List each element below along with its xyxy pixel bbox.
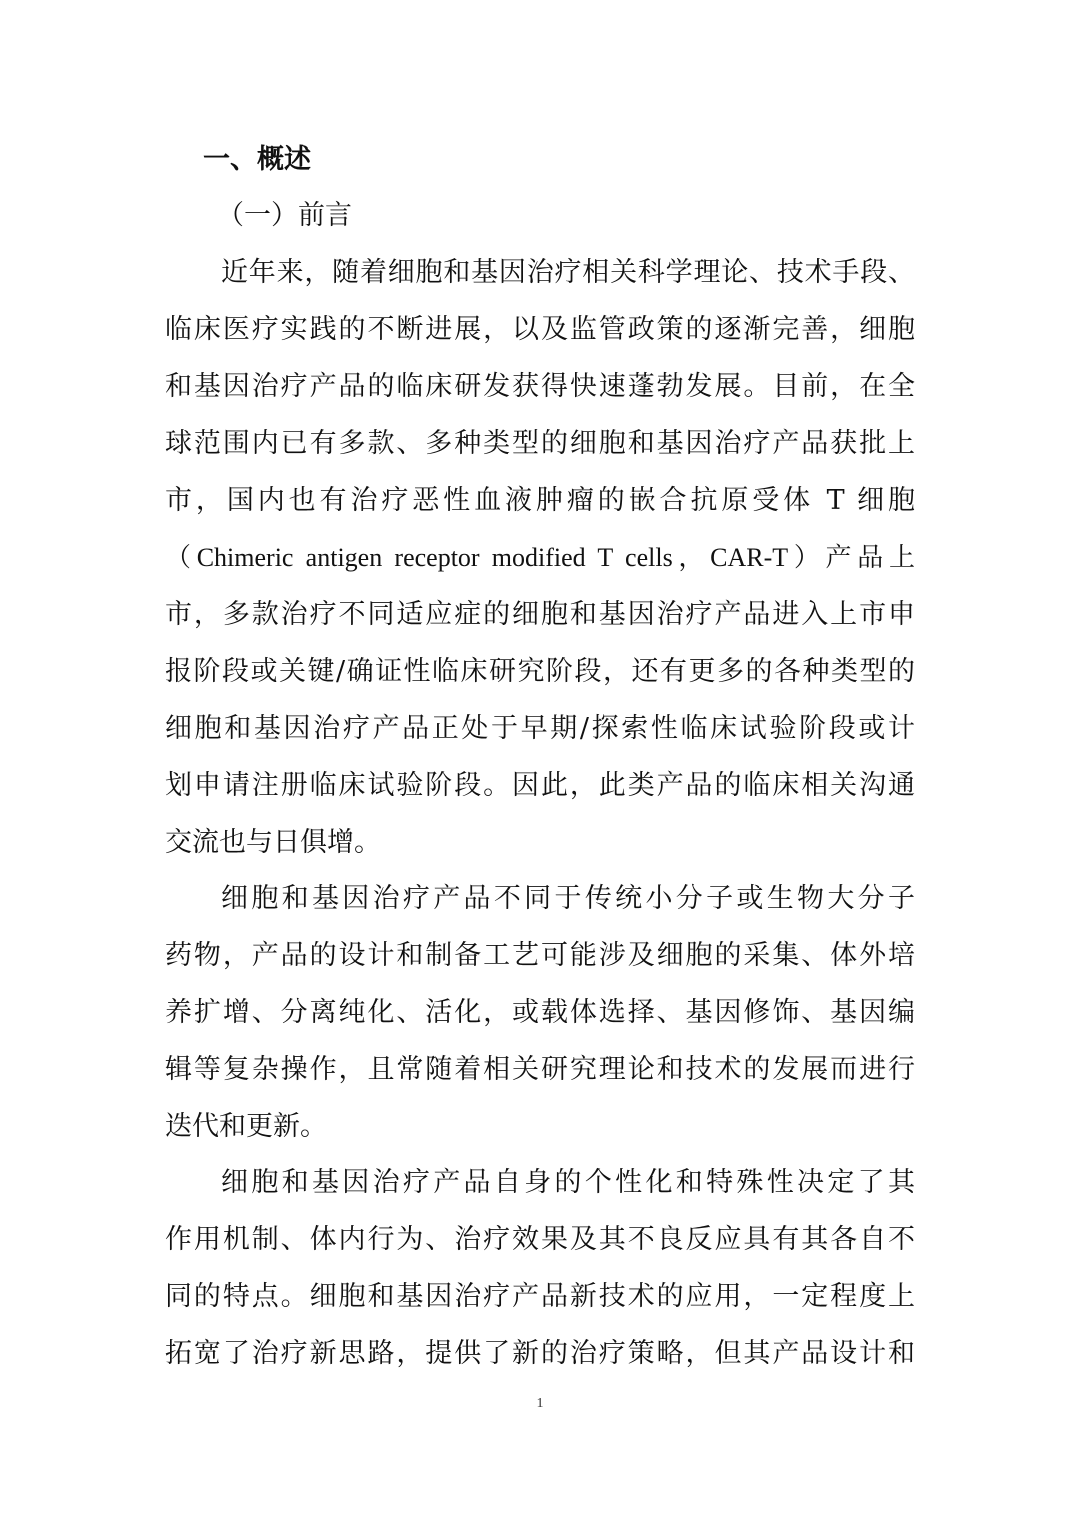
paragraph-3-line-4: 拓宽了治疗新思路，提供了新的治疗策略，但其产品设计和	[165, 1338, 915, 1369]
page-number: 1	[536, 1396, 544, 1411]
paragraph-1-line-6: （Chimeric antigen receptor modified T cells，CAR-T）产品上	[165, 543, 915, 572]
subsection-heading: （一）前言	[217, 200, 352, 231]
paragraph-2-line-3: 养扩增、分离纯化、活化，或载体选择、基因修饰、基因编	[165, 997, 915, 1028]
paragraph-1-line-1: 近年来，随着细胞和基因治疗相关科学理论、技术手段、	[221, 257, 915, 288]
paragraph-1-line-8: 报阶段或关键/确证性临床研究阶段，还有更多的各种类型的	[165, 656, 915, 687]
paragraph-1-line-3: 和基因治疗产品的临床研发获得快速蓬勃发展。目前，在全	[165, 371, 915, 402]
paragraph-2-line-4: 辑等复杂操作，且常随着相关研究理论和技术的发展而进行	[165, 1054, 915, 1085]
paragraph-1-line-4: 球范围内已有多款、多种类型的细胞和基因治疗产品获批上	[165, 428, 915, 459]
paragraph-2-line-1: 细胞和基因治疗产品不同于传统小分子或生物大分子	[221, 883, 915, 914]
section-heading: 一、概述	[203, 144, 311, 175]
paragraph-3-line-1: 细胞和基因治疗产品自身的个性化和特殊性决定了其	[221, 1167, 915, 1198]
paragraph-1-line-7: 市，多款治疗不同适应症的细胞和基因治疗产品进入上市申	[165, 599, 915, 630]
paragraph-3-line-3: 同的特点。细胞和基因治疗产品新技术的应用，一定程度上	[165, 1281, 915, 1312]
paragraph-1-line-2: 临床医疗实践的不断进展，以及监管政策的逐渐完善，细胞	[165, 314, 915, 345]
paragraph-1-line-9: 细胞和基因治疗产品正处于早期/探索性临床试验阶段或计	[165, 713, 915, 744]
paragraph-3-line-2: 作用机制、体内行为、治疗效果及其不良反应具有其各自不	[165, 1224, 915, 1255]
paragraph-1-line-11: 交流也与日俱增。	[165, 827, 381, 858]
paragraph-2-line-5: 迭代和更新。	[165, 1111, 327, 1142]
paragraph-1-line-5: 市，国内也有治疗恶性血液肿瘤的嵌合抗原受体 T 细胞	[165, 485, 915, 516]
paragraph-1-line-10: 划申请注册临床试验阶段。因此，此类产品的临床相关沟通	[165, 770, 915, 801]
paragraph-2-line-2: 药物，产品的设计和制备工艺可能涉及细胞的采集、体外培	[165, 940, 915, 971]
